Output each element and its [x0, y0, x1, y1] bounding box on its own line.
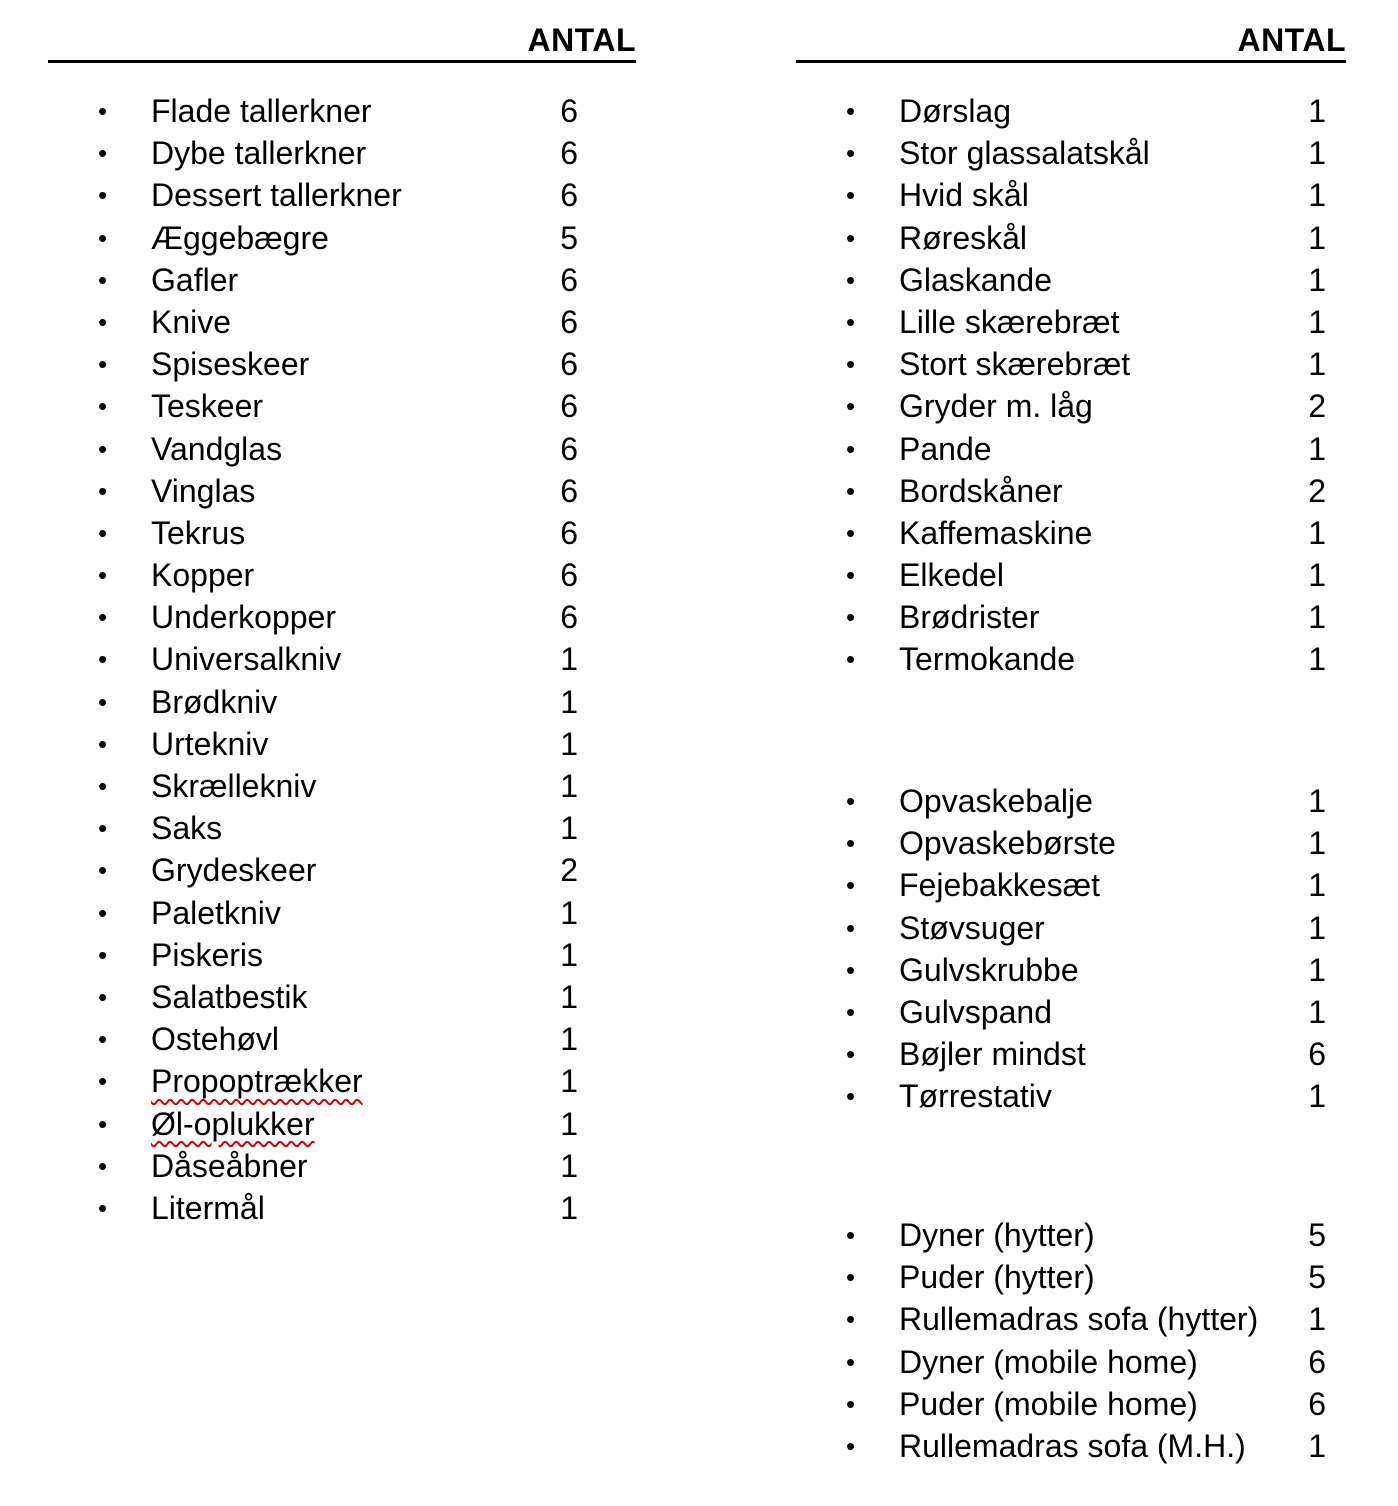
list-item [796, 217, 1346, 259]
bullet-icon: • [98, 1066, 108, 1097]
bullet-icon: • [846, 1430, 856, 1461]
item-name: Bordskåner [899, 472, 1063, 509]
item-name: Øl-oplukker [151, 1105, 315, 1142]
item-quantity: 6 [560, 430, 578, 467]
item-quantity: 6 [560, 599, 578, 636]
bullet-icon: • [98, 981, 108, 1012]
item-quantity: 6 [1308, 1036, 1326, 1073]
item-quantity: 1 [560, 894, 578, 931]
list-item [796, 638, 1346, 680]
list-item [796, 949, 1346, 991]
bullet-icon: • [98, 180, 108, 211]
bullet-icon: • [846, 644, 856, 675]
column-header-left [48, 18, 636, 63]
item-quantity: 5 [1308, 1259, 1326, 1296]
item-quantity: 1 [1308, 135, 1326, 172]
item-name: Brødrister [899, 599, 1040, 636]
bullet-icon: • [846, 1304, 856, 1335]
bullet-icon: • [846, 475, 856, 506]
bullet-icon: • [846, 1388, 856, 1419]
item-name: Ostehøvl [151, 1021, 280, 1058]
item-quantity: 1 [1308, 867, 1326, 904]
bullet-icon: • [98, 433, 108, 464]
item-quantity: 6 [560, 472, 578, 509]
item-name: Kaffemaskine [899, 514, 1093, 551]
item-quantity: 6 [560, 177, 578, 214]
item-name: Røreskål [899, 219, 1028, 256]
item-name: Kopper [151, 557, 255, 594]
item-name: Tekrus [151, 514, 246, 551]
list-item [48, 343, 636, 385]
bullet-icon: • [98, 96, 108, 126]
list-item [48, 849, 636, 891]
list-item [796, 554, 1346, 596]
list-item [796, 991, 1346, 1033]
list-item [48, 470, 636, 512]
item-name: Vandglas [151, 430, 283, 467]
bullet-icon: • [98, 138, 108, 169]
bullet-icon: • [98, 475, 108, 506]
item-quantity: 1 [1308, 303, 1326, 340]
bullet-icon: • [846, 1039, 856, 1070]
list-item [796, 1075, 1346, 1117]
item-name: Teskeer [151, 388, 264, 425]
item-quantity: 6 [560, 557, 578, 594]
item-quantity: 1 [1308, 514, 1326, 551]
item-quantity: 1 [560, 1063, 578, 1100]
item-quantity: 1 [1308, 430, 1326, 467]
bullet-icon: • [846, 349, 856, 380]
bullet-icon: • [98, 1150, 108, 1181]
bullet-icon: • [98, 897, 108, 928]
item-name: Stort skærebræt [899, 346, 1131, 383]
list-item [796, 174, 1346, 216]
antal-header-label: ANTAL [1237, 22, 1346, 58]
item-name: Opvaskebørste [899, 825, 1116, 862]
list-item [48, 512, 636, 554]
item-name: Skrællekniv [151, 768, 317, 804]
bullet-icon: • [98, 728, 108, 759]
item-name: Æggebægre [151, 219, 329, 256]
item-quantity: 1 [560, 1189, 578, 1226]
list-item [796, 780, 1346, 822]
bullet-icon: • [846, 1346, 856, 1377]
list-item [48, 976, 636, 1018]
item-name: Rullemadras sofa (hytter) [899, 1301, 1259, 1338]
bullet-icon: • [846, 222, 856, 253]
item-quantity: 6 [560, 261, 578, 298]
item-quantity: 1 [1308, 909, 1326, 946]
item-name: Vinglas [151, 472, 256, 509]
list-item [48, 132, 636, 174]
list-item [796, 864, 1346, 906]
bullet-icon: • [98, 1108, 108, 1139]
item-quantity: 6 [560, 346, 578, 383]
item-name: Bøjler mindst [899, 1036, 1086, 1073]
item-quantity: 1 [1308, 1427, 1326, 1464]
item-quantity: 1 [1308, 93, 1326, 129]
bullet-icon: • [98, 264, 108, 295]
bullet-icon: • [846, 1220, 856, 1250]
list-item [48, 90, 636, 132]
item-quantity: 1 [1308, 177, 1326, 214]
bullet-icon: • [98, 855, 108, 886]
item-quantity: 1 [1308, 219, 1326, 256]
list-item [48, 554, 636, 596]
inventory-list-kitchen [796, 90, 1346, 681]
list-item [796, 512, 1346, 554]
bullet-icon: • [98, 560, 108, 591]
list-item [796, 343, 1346, 385]
item-name: Termokande [899, 641, 1076, 678]
item-name: Piskeris [151, 936, 264, 973]
bullet-icon: • [846, 786, 856, 816]
bullet-icon: • [98, 1024, 108, 1055]
bullet-icon: • [846, 828, 856, 859]
list-item [48, 807, 636, 849]
item-name: Gafler [151, 261, 239, 298]
bullet-icon: • [98, 644, 108, 675]
item-name: Paletkniv [151, 894, 281, 931]
bullet-icon: • [98, 686, 108, 717]
inventory-list-bedding [796, 1214, 1346, 1467]
item-name: Gryder m. låg [899, 388, 1093, 425]
item-quantity: 1 [560, 683, 578, 720]
bullet-icon: • [98, 391, 108, 422]
list-item [796, 907, 1346, 949]
inventory-list-left [48, 90, 636, 1229]
bullet-icon: • [846, 602, 856, 633]
list-item [796, 1383, 1346, 1425]
item-name: Elkedel [899, 557, 1004, 594]
list-item [796, 822, 1346, 864]
bullet-icon: • [98, 306, 108, 337]
item-name: Gulvskrubbe [899, 951, 1079, 988]
item-name: Propoptrækker [151, 1063, 363, 1100]
inventory-list-cleaning [796, 780, 1346, 1118]
list-item [48, 174, 636, 216]
item-name: Salatbestik [151, 978, 308, 1015]
item-quantity: 6 [1308, 1385, 1326, 1422]
item-name: Litermål [151, 1189, 265, 1226]
item-name: Tørrestativ [899, 1078, 1052, 1115]
bullet-icon: • [846, 306, 856, 337]
item-quantity: 1 [560, 1105, 578, 1142]
bullet-icon: • [846, 912, 856, 943]
bullet-icon: • [846, 96, 856, 126]
list-item [796, 1425, 1346, 1467]
list-item [48, 1103, 636, 1145]
list-item [796, 596, 1346, 638]
item-name: Lille skærebræt [899, 303, 1120, 340]
item-name: Urtekniv [151, 725, 269, 762]
bullet-icon: • [846, 264, 856, 295]
item-quantity: 1 [1308, 825, 1326, 862]
list-item [48, 1060, 636, 1102]
item-quantity: 1 [1308, 993, 1326, 1030]
item-quantity: 1 [560, 641, 578, 678]
item-name: Saks [151, 810, 223, 847]
bullet-icon: • [98, 602, 108, 633]
list-item [48, 1018, 636, 1060]
item-name: Gulvspand [899, 993, 1052, 1030]
item-quantity: 1 [560, 810, 578, 847]
list-item [796, 1256, 1346, 1298]
column-header-right [796, 18, 1346, 63]
list-item [796, 1341, 1346, 1383]
item-name: Underkopper [151, 599, 336, 636]
antal-header-label: ANTAL [527, 22, 636, 58]
item-name: Rullemadras sofa (M.H.) [899, 1427, 1246, 1464]
list-item [48, 892, 636, 934]
list-item [48, 1145, 636, 1187]
item-quantity: 5 [560, 219, 578, 256]
item-quantity: 1 [560, 1147, 578, 1184]
item-name: Opvaskebalje [899, 783, 1093, 819]
item-name: Dessert tallerkner [151, 177, 402, 214]
list-item [48, 428, 636, 470]
item-quantity: 5 [1308, 1217, 1326, 1253]
list-item [48, 596, 636, 638]
bullet-icon: • [846, 560, 856, 591]
item-quantity: 1 [560, 936, 578, 973]
item-name: Stor glassalatskål [899, 135, 1150, 172]
item-quantity: 6 [560, 135, 578, 172]
item-quantity: 1 [1308, 951, 1326, 988]
list-item [48, 301, 636, 343]
list-item [796, 1214, 1346, 1256]
item-quantity: 1 [1308, 1078, 1326, 1115]
bullet-icon: • [98, 939, 108, 970]
item-name: Knive [151, 303, 232, 340]
item-name: Glaskande [899, 261, 1052, 298]
item-quantity: 1 [1308, 599, 1326, 636]
list-item [48, 723, 636, 765]
list-item [796, 1033, 1346, 1075]
item-quantity: 1 [1308, 1301, 1326, 1338]
list-item [48, 217, 636, 259]
list-item [796, 1298, 1346, 1340]
item-quantity: 1 [1308, 641, 1326, 678]
item-quantity: 1 [560, 725, 578, 762]
item-quantity: 1 [1308, 783, 1326, 819]
item-name: Dybe tallerkner [151, 135, 367, 172]
list-item [48, 385, 636, 427]
item-name: Flade tallerkner [151, 93, 372, 129]
bullet-icon: • [846, 1262, 856, 1293]
item-quantity: 1 [1308, 557, 1326, 594]
item-quantity: 6 [560, 93, 578, 129]
item-quantity: 6 [560, 514, 578, 551]
bullet-icon: • [98, 517, 108, 548]
list-item [796, 132, 1346, 174]
bullet-icon: • [98, 813, 108, 844]
bullet-icon: • [846, 954, 856, 985]
item-quantity: 1 [1308, 346, 1326, 383]
list-item [796, 428, 1346, 470]
item-quantity: 2 [560, 852, 578, 889]
item-name: Brødkniv [151, 683, 278, 720]
list-item [48, 259, 636, 301]
item-name: Støvsuger [899, 909, 1045, 946]
bullet-icon: • [98, 222, 108, 253]
list-item [48, 1187, 636, 1229]
item-quantity: 6 [560, 303, 578, 340]
bullet-icon: • [98, 1192, 108, 1223]
item-quantity: 2 [1308, 388, 1326, 425]
list-item [796, 470, 1346, 512]
bullet-icon: • [846, 391, 856, 422]
item-quantity: 1 [560, 978, 578, 1015]
list-item [48, 638, 636, 680]
item-name: Dørslag [899, 93, 1012, 129]
item-quantity: 2 [1308, 472, 1326, 509]
item-name: Dyner (hytter) [899, 1217, 1095, 1253]
item-quantity: 1 [560, 768, 578, 804]
item-name: Pande [899, 430, 992, 467]
bullet-icon: • [846, 870, 856, 901]
item-name: Puder (hytter) [899, 1259, 1095, 1296]
item-name: Hvid skål [899, 177, 1029, 214]
list-item [796, 259, 1346, 301]
item-quantity: 1 [1308, 261, 1326, 298]
list-item [796, 90, 1346, 132]
item-quantity: 1 [560, 1021, 578, 1058]
item-name: Dåseåbner [151, 1147, 308, 1184]
bullet-icon: • [846, 996, 856, 1027]
item-name: Spiseskeer [151, 346, 310, 383]
list-item [796, 385, 1346, 427]
bullet-icon: • [846, 138, 856, 169]
list-item [48, 934, 636, 976]
item-name: Dyner (mobile home) [899, 1343, 1198, 1380]
list-item [48, 681, 636, 723]
list-item [796, 301, 1346, 343]
item-name: Puder (mobile home) [899, 1385, 1198, 1422]
item-quantity: 6 [1308, 1343, 1326, 1380]
list-item [48, 765, 636, 807]
bullet-icon: • [846, 433, 856, 464]
bullet-icon: • [846, 180, 856, 211]
item-name: Fejebakkesæt [899, 867, 1100, 904]
bullet-icon: • [846, 517, 856, 548]
bullet-icon: • [98, 771, 108, 801]
item-name: Grydeskeer [151, 852, 317, 889]
item-quantity: 6 [560, 388, 578, 425]
item-name: Universalkniv [151, 641, 342, 678]
bullet-icon: • [846, 1081, 856, 1112]
bullet-icon: • [98, 349, 108, 380]
